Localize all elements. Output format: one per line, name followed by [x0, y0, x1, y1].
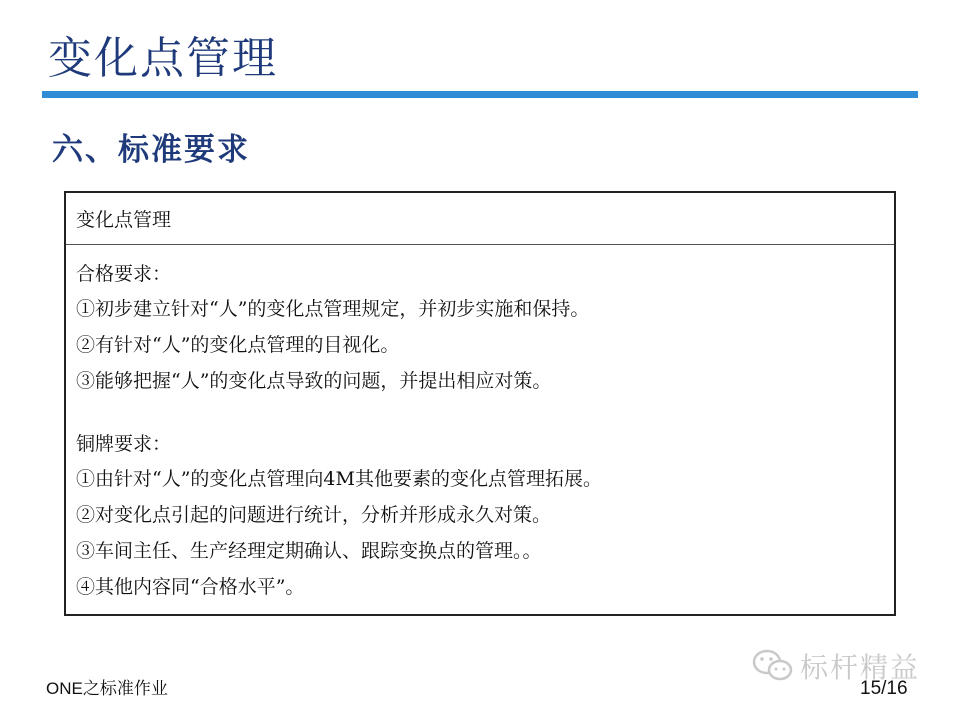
title-underline-bar: [42, 91, 918, 98]
group-title-qualified: 合格要求：: [76, 263, 172, 285]
slide-title: 变化点管理: [48, 33, 278, 84]
footer-label: ONE之标准作业: [46, 679, 168, 698]
page-number: 15/16: [860, 678, 908, 699]
table-header: 变化点管理: [66, 193, 894, 245]
list-item: ②有针对“人”的变化点管理的目视化。: [76, 334, 400, 356]
list-item: ②对变化点引起的问题进行统计，分析并形成永久对策。: [76, 504, 552, 526]
list-item: ①初步建立针对“人”的变化点管理规定，并初步实施和保持。: [76, 298, 590, 320]
group-title-bronze: 铜牌要求：: [76, 433, 172, 455]
list-item: ③车间主任、生产经理定期确认、跟踪变换点的管理。。: [76, 540, 542, 562]
wechat-icon: [752, 648, 794, 684]
requirements-table: [64, 191, 896, 616]
group-spacer: [76, 399, 884, 427]
watermark-text: 标杆精益: [800, 651, 921, 684]
table-body: [66, 245, 894, 605]
section-heading: 六、标准要求: [52, 132, 250, 168]
list-item: ①由针对“人”的变化点管理向4M其他要素的变化点管理拓展。: [76, 468, 602, 490]
list-item: ③能够把握“人”的变化点导致的问题，并提出相应对策。: [76, 370, 552, 392]
list-item: ④其他内容同“合格水平”。: [76, 576, 305, 598]
